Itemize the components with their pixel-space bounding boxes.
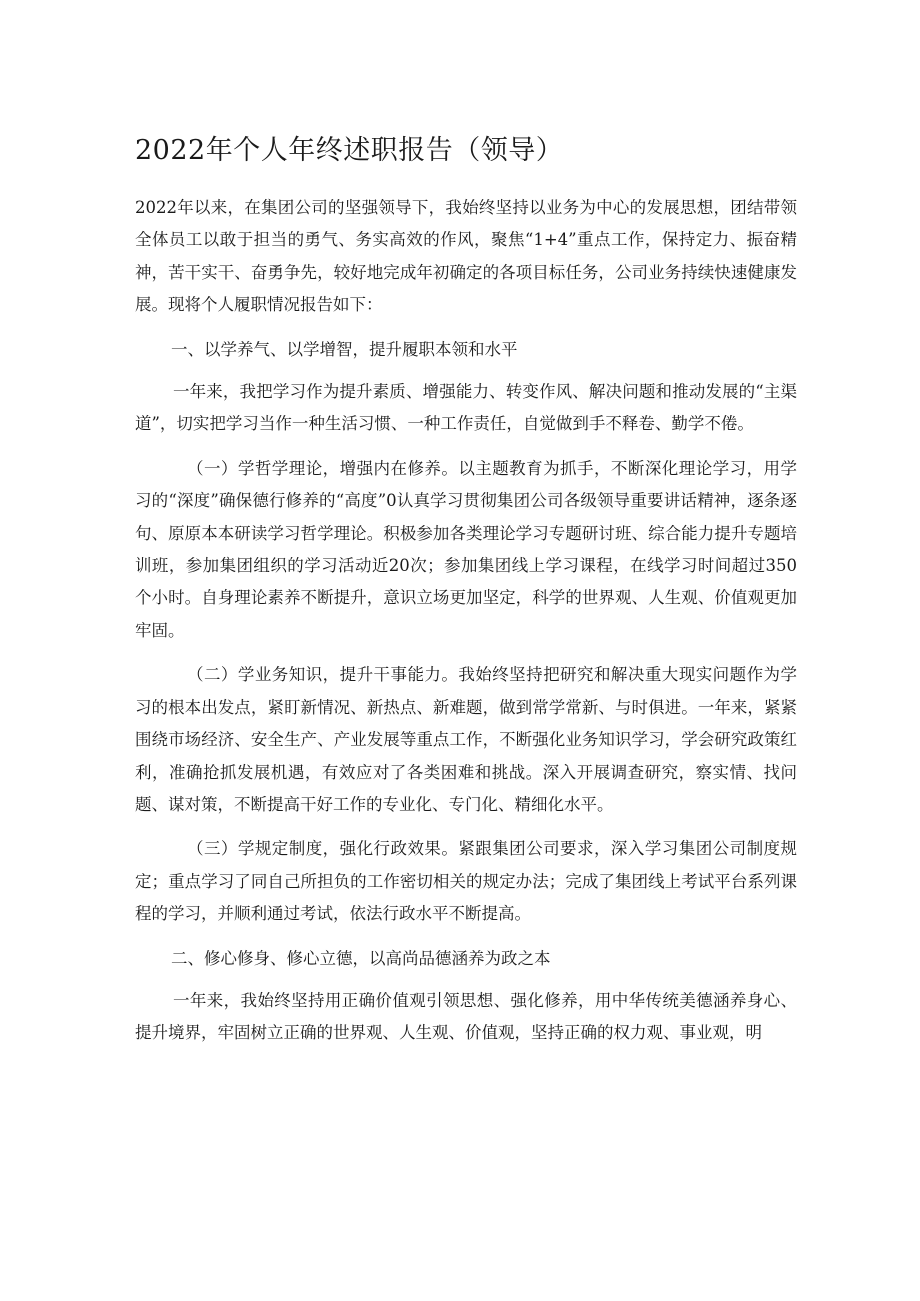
item-1-paragraph: （一）学哲学理论，增强内在修养。以主题教育为抓手，不断深化理论学习，用学习的“深度”确保德行修养的“高度”0认真学习贯彻集团公司各级领导重要讲话精神，逐条逐句、原原本本研读学习哲学理论。积极参加各类理论学习专题研讨班、综合能力提升专题培训班，参加集团组织的学习活动近20次；参加集团线上学习课程，在线学习时间超过350个小时。自身理论素养不断提升，意识立场更加坚定，科学的世界观、人生观、价值观更加牢固。 bbox=[135, 458, 797, 640]
intro-paragraph: 2022年以来，在集团公司的坚强领导下，我始终坚持以业务为中心的发展思想，团结带领全体员工以敢于担当的勇气、务实高效的作风，聚焦“1+4”重点工作，保持定力、振奋精神，苦干实干、奋勇争先，较好地完成年初确定的各项目标任务，公司业务持续快速健康发展。现将个人履职情况报告如下： bbox=[135, 198, 797, 315]
item-3-paragraph: （三）学规定制度，强化行政效果。紧跟集团公司要求，深入学习集团公司制度规定；重点学习了同自己所担负的工作密切相关的规定办法；完成了集团线上考试平台系列课程的学习，并顺利通过考试，依法行政水平不断提高。 bbox=[135, 839, 797, 924]
section-2-heading: 二、修心修身、修心立德，以高尚品德涵养为政之本 bbox=[171, 948, 551, 968]
section-1-intro-paragraph: 一年来，我把学习作为提升素质、增强能力、转变作风、解决问题和推动发展的“主渠道”，切实把学习当作一种生活习惯、一种工作责任，自觉做到手不释卷、勤学不倦。 bbox=[135, 382, 797, 434]
section-1-heading: 一、以学养气、以学增智，提升履职本领和水平 bbox=[171, 339, 518, 359]
item-2-paragraph: （二）学业务知识，提升干事能力。我始终坚持把研究和解决重大现实问题作为学习的根本出发点，紧盯新情况、新热点、新难题，做到常学常新、与时俱进。一年来，紧紧围绕市场经济、安全生产、产业发展等重点工作，不断强化业务知识学习，学会研究政策红利，准确抢抓发展机遇，有效应对了各类困难和挑战。深入开展调查研究，察实情、找问题、谋对策，不断提高干好工作的专业化、专门化、精细化水平。 bbox=[135, 665, 797, 814]
document-body bbox=[135, 192, 797, 1062]
section-2-intro-paragraph: 一年来，我始终坚持用正确价值观引领思想、强化修养，用中华传统美德涵养身心、提升境界，牢固树立正确的世界观、人生观、价值观，坚持正确的权力观、事业观，明 bbox=[135, 990, 797, 1043]
document-title: 2022年个人年终述职报告（领导） bbox=[135, 135, 564, 166]
